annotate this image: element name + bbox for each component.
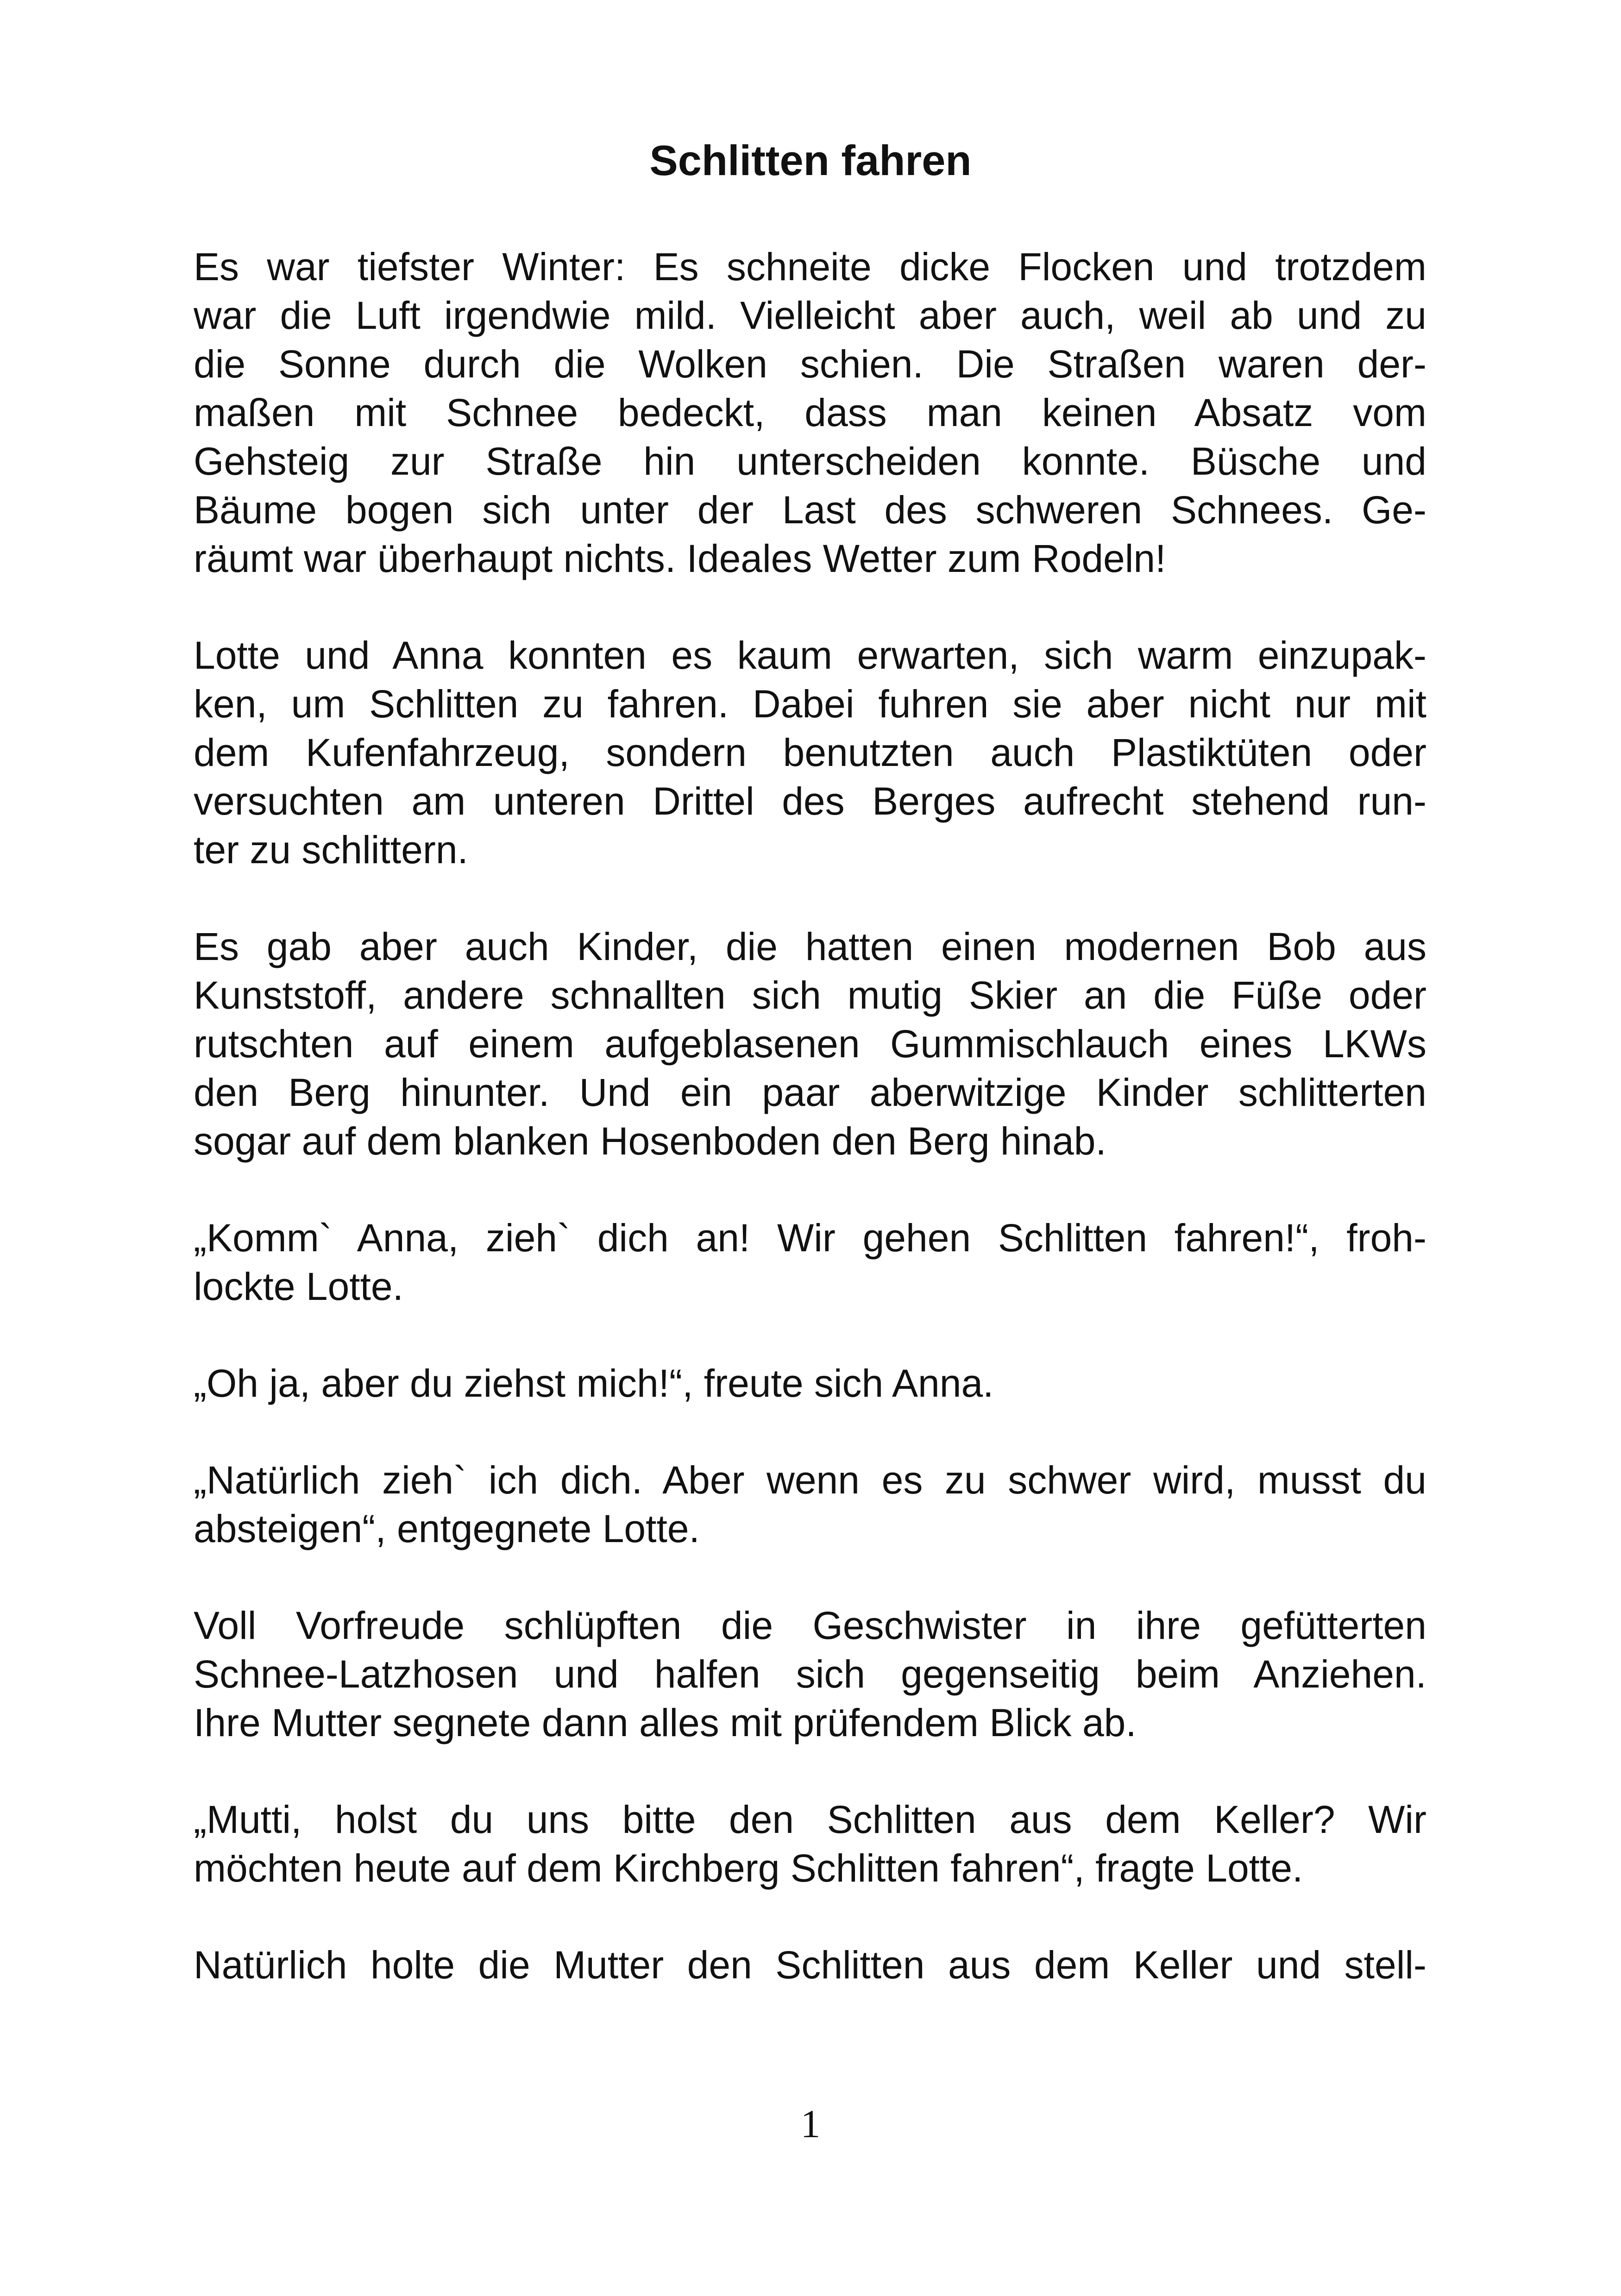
text-line: räumt war überhaupt nichts. Ideales Wetter zum Rodeln! (194, 537, 1166, 580)
text-line: dem Kufenfahrzeug, sondern benutzten auch Plastiktüten oder (194, 731, 1426, 774)
paragraph (194, 1359, 1426, 1408)
text-line: war die Luft irgendwie mild. Vielleicht aber auch, weil ab und zu (194, 294, 1426, 337)
text-line: sogar auf dem blanken Hosenboden den Berg hinab. (194, 1119, 1106, 1163)
paragraph (194, 1214, 1426, 1311)
text-line: Es war tiefster Winter: Es schneite dicke Flocken und trotzdem (194, 245, 1426, 289)
text-line: „Oh ja, aber du ziehst mich!“, freute sich Anna. (194, 1361, 994, 1405)
paragraph (194, 1456, 1426, 1553)
text-line: möchten heute auf dem Kirchberg Schlitten fahren“, fragte Lotte. (194, 1846, 1303, 1890)
text-line: versuchten am unteren Drittel des Berges aufrecht stehend run- (194, 779, 1426, 823)
paragraph (194, 1601, 1426, 1747)
paragraph (194, 243, 1426, 583)
text-line: Gehsteig zur Straße hin unterscheiden konnte. Büsche und (194, 439, 1426, 483)
text-line: Voll Vorfreude schlüpften die Geschwister in ihre gefütterten (194, 1604, 1426, 1647)
text-line: „Natürlich zieh` ich dich. Aber wenn es zu schwer wird, musst du (194, 1458, 1426, 1502)
text-line: ter zu schlittern. (194, 828, 468, 872)
text-line: ken, um Schlitten zu fahren. Dabei fuhren sie aber nicht nur mit (194, 682, 1426, 726)
paragraph (194, 631, 1426, 874)
document-body (194, 243, 1426, 2038)
text-line: Kunststoff, andere schnallten sich mutig Skier an die Füße oder (194, 973, 1426, 1017)
text-line: den Berg hinunter. Und ein paar aberwitzige Kinder schlitterten (194, 1071, 1426, 1114)
text-line: lockte Lotte. (194, 1265, 403, 1308)
text-line: die Sonne durch die Wolken schien. Die Straßen waren der- (194, 342, 1426, 386)
text-line: maßen mit Schnee bedeckt, dass man keinen Absatz vom (194, 391, 1426, 434)
text-line: Bäume bogen sich unter der Last des schweren Schnees. Ge- (194, 488, 1426, 532)
text-line: absteigen“, entgegnete Lotte. (194, 1507, 700, 1550)
document-title: Schlitten fahren (649, 137, 972, 184)
text-line: „Mutti, holst du uns bitte den Schlitten aus dem Keller? Wir (194, 1798, 1426, 1841)
paragraph (194, 1795, 1426, 1893)
text-line: Schnee-Latzhosen und halfen sich gegenseitig beim Anziehen. (194, 1652, 1426, 1696)
page-number: 1 (800, 2102, 821, 2146)
text-line: Natürlich holte die Mutter den Schlitten aus dem Keller und stell- (194, 1943, 1426, 1987)
text-line: rutschten auf einem aufgeblasenen Gummischlauch eines LKWs (194, 1022, 1426, 1066)
paragraph (194, 1941, 1426, 1989)
paragraph (194, 922, 1426, 1166)
text-line: „Komm` Anna, zieh` dich an! Wir gehen Schlitten fahren!“, froh- (194, 1216, 1426, 1260)
text-line: Es gab aber auch Kinder, die hatten einen modernen Bob aus (194, 925, 1426, 968)
text-line: Lotte und Anna konnten es kaum erwarten, sich warm einzupak- (194, 634, 1426, 677)
text-line: Ihre Mutter segnete dann alles mit prüfendem Blick ab. (194, 1701, 1137, 1744)
